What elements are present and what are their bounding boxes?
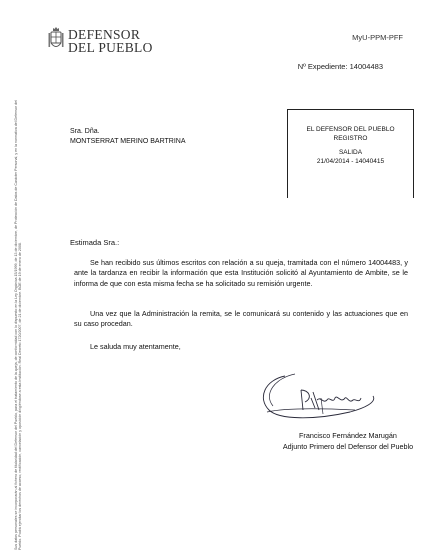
defensor-logo: [48, 26, 153, 55]
stamp-date-number: 21/04/2014 - 14040415: [316, 157, 385, 165]
expediente-number: Nº Expediente: 14004483: [297, 62, 383, 71]
legal-margin-text: Sus datos personales se incorporarán al fichero de titularidad del Defensor del Pueblo, para el tratamiento de la queja, de conformidad con lo dispuesto en la Ley Orgánica 15/1999, de 13 de diciembre, de Protección de Datos de Carácter Personal, y en la normativa del Defensor del Pueblo. Podrá ejercitar los derechos de acceso, rectificación, cancelación y oposición dirigiéndose a esta Institución. Real Decreto 1720/2007, de 21 de diciembre. BOE de 19 de enero de 2008.: [14, 100, 23, 550]
letter-closing: Le saluda muy atentamente,: [90, 342, 181, 351]
signer-name: Francisco Fernández Marugán: [299, 431, 397, 440]
letter-paragraph-1: Se han recibido sus últimos escritos con relación a su queja, tramitada con el número 14004483, y ante la tardanza en recibir la información que esta Institución solicitó al Ayuntamiento de Ambite, se le informa de que con esta misma fecha se ha solicitado su remisión urgente.: [74, 258, 408, 288]
royal-crest-icon: [48, 26, 64, 52]
handwritten-signature: [255, 368, 385, 430]
reference-code: MyU-PPM-PFF: [352, 33, 403, 42]
legal-margin-notice: [14, 90, 38, 550]
letter-greeting: Estimada Sra.:: [70, 238, 120, 247]
recipient-block: [70, 127, 186, 147]
recipient-name: MONTSERRAT MERINO BARTRINA: [70, 138, 186, 145]
stamp-salida: SALIDA: [338, 149, 363, 156]
letter-paragraph-2: Una vez que la Administración la remita, se le comunicará su contenido y las actuaciones que en su caso procedan.: [74, 309, 408, 329]
logo-text-defensor: DEFENSOR: [68, 27, 141, 42]
stamp-institution: EL DEFENSOR DEL PUEBLO: [306, 126, 395, 133]
logo-text-del-pueblo: DEL PUEBLO: [68, 40, 153, 55]
signer-title: Adjunto Primero del Defensor del Pueblo: [282, 441, 414, 451]
stamp-registro: REGISTRO: [333, 134, 368, 142]
signer-block: [263, 431, 433, 452]
recipient-salutation: Sra. Dña.: [70, 128, 100, 135]
registry-stamp: [287, 109, 414, 198]
